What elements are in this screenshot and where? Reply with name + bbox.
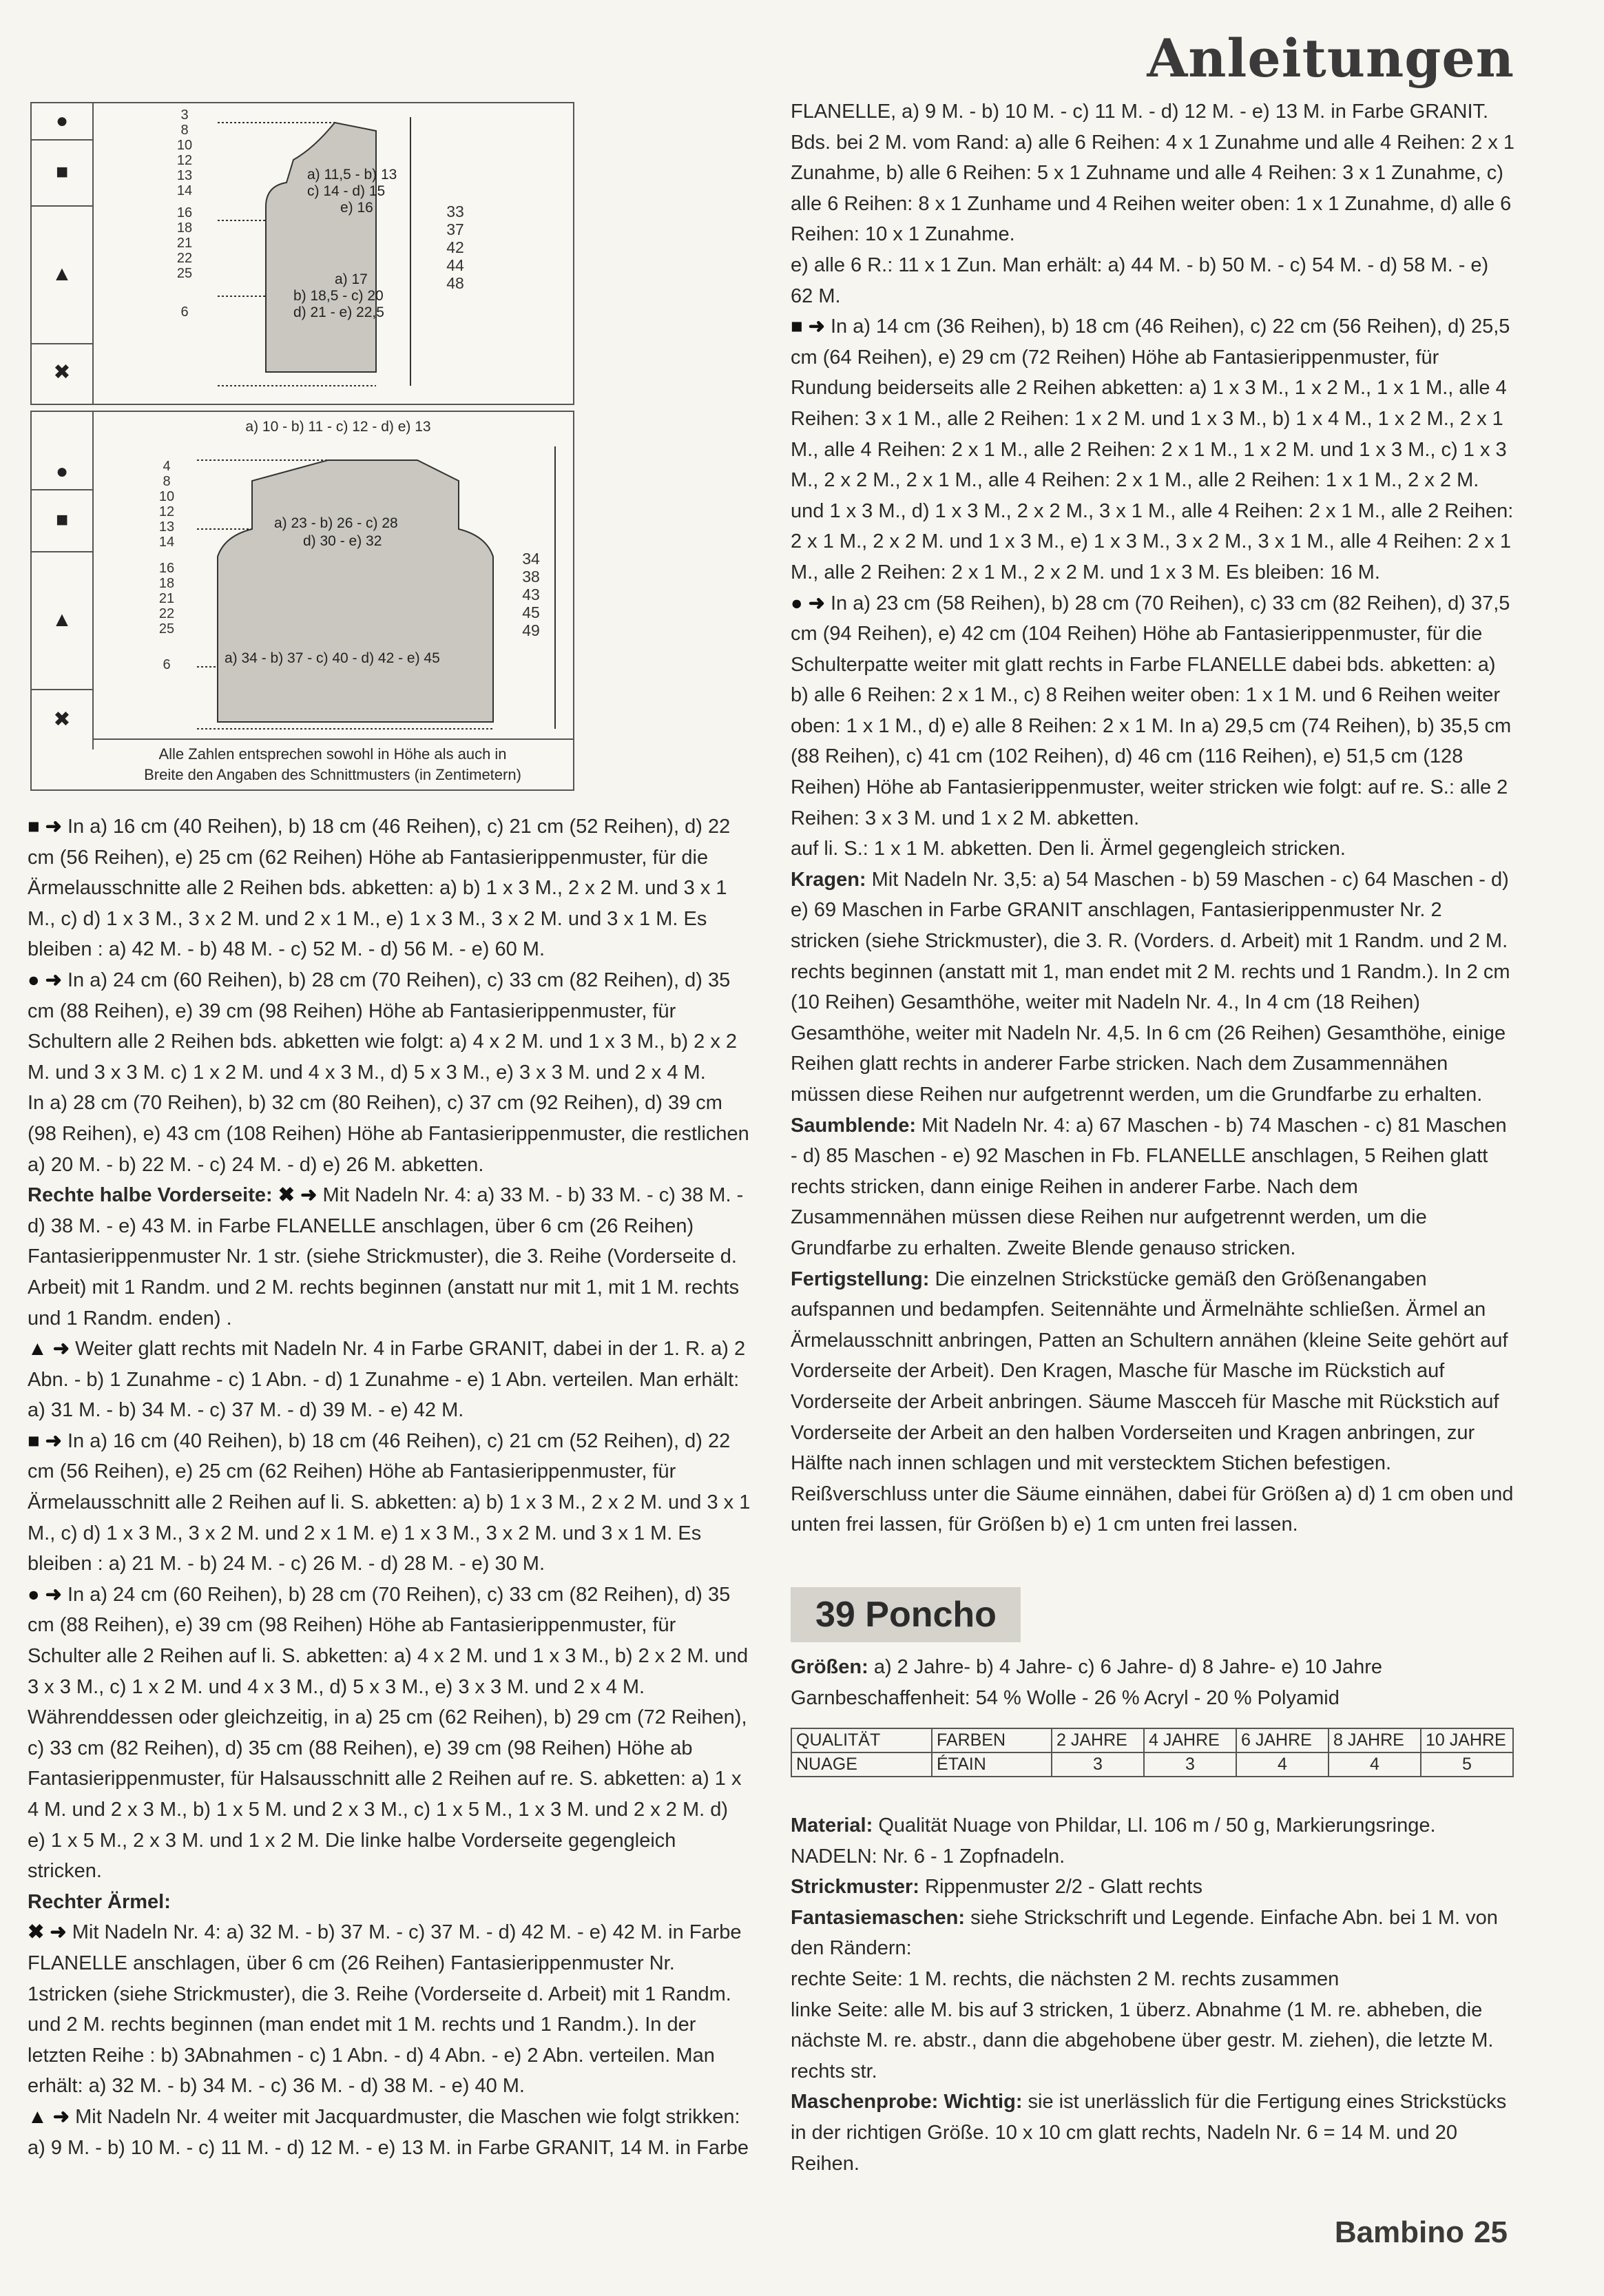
arrow-icon: ➜ xyxy=(808,592,825,614)
yarn-table xyxy=(791,1728,1514,1777)
cross-icon: ✖ xyxy=(278,1184,295,1207)
row-num: 22 xyxy=(176,251,193,266)
section-header: Anleitungen xyxy=(1147,28,1514,89)
poncho-title: 39 Poncho xyxy=(791,1587,1021,1642)
heading: Fertigstellung: xyxy=(791,1268,930,1290)
caption-line: Breite den Angaben des Schnittmusters (in Zentimetern) xyxy=(144,766,521,783)
text: Mit Nadeln Nr. 3,5: a) 54 Maschen - b) 59 Maschen - c) 64 Maschen - d) e) 69 Maschen in Farbe GRANIT anschlagen, Fantasierippenmuster Nr. 2 stricken (siehe Strickmuster), die 3. R. (Vorders. d. Arbeit) mit 1 Randm. und 2 M. rechts beginnen (anstatt mit 1, man endet mit 2 M. rechts und 1 Randm.). In 2 cm (10 Reihen) Gesamthöhe, weiter mit Nadeln Nr. 4., In 4 cm (18 Reihen) Gesamthöhe, weiter mit Nadeln Nr. 4,5. In 6 cm (26 Reihen) Gesamthöhe, einige Reihen glatt rechts in anderer Farbe stricken. Nach dem Zusammennähen müssen diese Reihen nur aufgetrennt werden, um die Grundfarbe zu erhalten. xyxy=(791,868,1510,1106)
paragraph: FLANELLE, a) 9 M. - b) 10 M. - c) 11 M. - d) 12 M. - e) 13 M. in Farbe GRANIT. xyxy=(791,101,1489,123)
square-icon: ■ xyxy=(791,316,803,338)
circle-icon: ● xyxy=(32,103,92,141)
paragraph: Garnbeschaffenheit: 54 % Wolle - 26 % Acryl - 20 % Polyamid xyxy=(791,1686,1340,1709)
cross-icon: ✖ xyxy=(28,1921,45,1944)
heading: Rechte halbe Vorderseite: xyxy=(28,1184,273,1207)
circle-icon: ● xyxy=(28,1583,40,1606)
row-num: 12 xyxy=(158,504,175,519)
right-column xyxy=(791,96,1515,1540)
table-cell: 10 JAHRE xyxy=(1421,1728,1513,1752)
circle-icon: ● xyxy=(32,455,92,490)
paragraph xyxy=(28,1180,751,1334)
row-num: 21 xyxy=(176,236,193,251)
symbol-column xyxy=(32,103,94,404)
heading: Strickmuster: xyxy=(791,1876,919,1899)
paragraph: a) 9 M. - b) 10 M. - c) 11 M. - d) 12 M. - e) 13 M. in Farbe GRANIT, 14 M. in Farbe xyxy=(28,2136,749,2159)
sleeve-top-measure: a) 10 - b) 11 - c) 12 - d) e) 13 xyxy=(245,419,431,435)
paragraph xyxy=(28,811,751,965)
text: In a) 23 cm (58 Reihen), b) 28 cm (70 Reihen), c) 33 cm (82 Reihen), d) 37,5 cm (94 Reihen), e) 42 cm (104 Reihen) Höhe ab Fantasierippenmuster, für die Schulterpatte weiter mit glatt rechts in Farbe FLANELLE dabei bds. abketten: a) b) alle 6 Reihen: 2 x 1 M., c) 8 Reihen weiter oben: 1 x 1 M. und 6 Reihen weiter oben: 1 x 1 M., d) e) alle 8 Reihen: 2 x 1 M. In a) 29,5 cm (74 Reihen), b) 35,5 cm (88 Reihen), c) 41 cm (102 Reihen), d) 46 cm (116 Reihen), e) 51,5 cm (128 Reihen) Höhe ab Fantasierippenmuster, weiter stricken wie folgt: auf re. S.: alle 2 Reihen: 3 x 3 M. und 1 x 2 M. abketten. xyxy=(791,592,1512,829)
paragraph: linke Seite: alle M. bis auf 3 stricken, 1 überz. Abnahme (1 M. re. abheben, die nächste M. re. abstr., dann die abgehobene über gestr. M. ziehen), die letzte M. rechts str. xyxy=(791,1998,1494,2082)
magazine-name: Bambino xyxy=(1334,2215,1465,2249)
row-num: 6 xyxy=(180,304,189,320)
row-num: 14 xyxy=(158,535,175,550)
triangle-icon: ▲ xyxy=(28,2105,48,2128)
height-num: 48 xyxy=(446,274,464,292)
row-num: 3 xyxy=(180,107,189,123)
paragraph xyxy=(791,1652,1515,1683)
paragraph: In a) 28 cm (70 Reihen), b) 32 cm (80 Reihen), c) 37 cm (92 Reihen), d) 39 cm (98 Reihen), e) 43 cm (108 Reihen) Höhe ab Fantasierippenmuster, die restlichen a) 20 M. - b) 22 M. - c) 24 M. - d) e) 26 M. abketten. xyxy=(28,1092,749,1176)
row-num: 16 xyxy=(158,561,175,576)
arrow-icon: ➜ xyxy=(50,1921,67,1944)
table-cell: 3 xyxy=(1052,1752,1144,1777)
neck-label-3: e) 16 xyxy=(340,200,373,216)
height-num: 45 xyxy=(522,603,540,621)
circle-icon: ● xyxy=(791,592,803,614)
sleeve-width-label-1: a) 23 - b) 26 - c) 28 xyxy=(274,515,398,531)
paragraph xyxy=(28,1580,751,1887)
cross-icon: ✖ xyxy=(53,360,71,384)
paragraph xyxy=(791,311,1515,588)
square-icon: ■ xyxy=(32,489,92,552)
circle-icon: ● xyxy=(28,969,40,991)
table-cell: 2 JAHRE xyxy=(1052,1728,1144,1752)
row-num: 13 xyxy=(176,168,193,183)
text: Mit Nadeln Nr. 4: a) 33 M. - b) 33 M. - c) 38 M. - d) 38 M. - e) 43 M. in Farbe FLANELLE anschlagen, über 6 cm (26 Reihen) Fantasierippenmuster Nr. 1 str. (siehe Strickmuster), die 3. Reihe (Vorderseite d. Arbeit) mit 1 Randm. und 2 M. rechts beginnen (anstatt nur mit 1, mit 1 M. rechts und 1 Randm. enden) . xyxy=(28,1184,744,1330)
schematic-front xyxy=(30,102,574,405)
arrow-icon: ➜ xyxy=(45,1429,62,1452)
row-num: 25 xyxy=(176,266,193,281)
row-num: 16 xyxy=(176,205,193,220)
paragraph xyxy=(791,1264,1515,1540)
width-label-2: b) 18,5 - c) 20 xyxy=(293,288,384,304)
row-num: 14 xyxy=(176,183,193,198)
width-label-1: a) 17 xyxy=(335,271,368,287)
front-shape xyxy=(204,110,431,400)
paragraph xyxy=(28,965,751,1088)
arrow-icon: ➜ xyxy=(45,816,62,838)
text: Weiter glatt rechts mit Nadeln Nr. 4 in Farbe GRANIT, dabei in der 1. R. a) 2 Abn. - b) 1 Zunahme - c) 1 Abn. - d) 1 Zunahme - e) 1 Abn. verteilen. Man erhält: a) 31 M. - b) 34 M. - c) 37 M. - d) 39 M. - e) 42 M. xyxy=(28,1338,746,1422)
text: In a) 16 cm (40 Reihen), b) 18 cm (46 Reihen), c) 21 cm (52 Reihen), d) 22 cm (56 Reihen), e) 25 cm (62 Reihen) Höhe ab Fantasierippenmuster, für die Ärmelausschnitte alle 2 Reihen bds. abketten: a) b) 1 x 3 M., 2 x 2 M. und 3 x 1 M., c) d) 1 x 3 M., 3 x 2 M. und 2 x 1 M., e) 1 x 3 M., 3 x 2 M. und 3 x 1 M. Es bleiben : a) 42 M. - b) 48 M. - c) 52 M. - d) 56 M. - e) 60 M. xyxy=(28,816,731,961)
heading: Größen: xyxy=(791,1656,868,1678)
table-header-row xyxy=(791,1728,1513,1752)
paragraph xyxy=(791,1810,1515,1872)
heading: Saumblende: xyxy=(791,1114,917,1137)
height-numbers xyxy=(514,550,548,639)
left-column xyxy=(28,811,751,2163)
paragraph xyxy=(28,1917,751,2102)
row-num: 13 xyxy=(158,519,175,535)
square-icon: ■ xyxy=(28,816,40,838)
arrow-icon: ➜ xyxy=(45,1583,62,1606)
neck-label-1: a) 11,5 - b) 13 xyxy=(307,167,397,183)
sleeve-width-label-2: d) 30 - e) 32 xyxy=(303,533,382,549)
height-num: 38 xyxy=(522,568,540,586)
text: Mit Nadeln Nr. 4: a) 67 Maschen - b) 74 Maschen - c) 81 Maschen - d) 85 Maschen - e) 92 Maschen in Fb. FLANELLE anschlagen, 5 Reihen glatt rechts stricken, dann einige Reihen in anderer Farbe. Nach dem Zusammennähen müssen diese Reihen nur aufgetrennt werden, um die Grundfarbe zu erhalten. Zweite Blende genauso stricken. xyxy=(791,1114,1507,1259)
row-num: 18 xyxy=(158,576,175,591)
neck-label-2: c) 14 - d) 15 xyxy=(307,183,386,199)
text: Mit Nadeln Nr. 4 weiter mit Jacquardmuster, die Maschen wie folgt strikken: xyxy=(75,2105,740,2128)
table-cell: 6 JAHRE xyxy=(1236,1728,1329,1752)
height-num: 34 xyxy=(522,550,540,568)
row-num: 25 xyxy=(158,621,175,637)
table-cell: QUALITÄT xyxy=(791,1728,932,1752)
height-num: 43 xyxy=(522,586,540,603)
text: a) 2 Jahre- b) 4 Jahre- c) 6 Jahre- d) 8 Jahre- e) 10 Jahre xyxy=(873,1656,1383,1678)
text: Mit Nadeln Nr. 4: a) 32 M. - b) 37 M. - c) 37 M. - d) 42 M. - e) 42 M. in Farbe FLANELLE anschlagen, über 6 cm (26 Reihen) Fantasierippenmuster Nr. 1stricken (siehe Strickmuster), die 3. Reihe (Vorderseite d. Arbeit) mit 1 Randm. und 2 M. rechts beginnen (man endet mit 1 M. rechts und 1 Randm.). In der letzten Reihe : b) 3Abnahmen - c) 1 Abn. - d) 4 Abn. - e) 2 Abn. verteilen. Man erhält: a) 32 M. - b) 34 M. - c) 36 M. - d) 38 M. - e) 40 M. xyxy=(28,1921,742,2098)
table-cell: 4 xyxy=(1236,1752,1329,1777)
text: Die einzelnen Strickstücke gemäß den Größenangaben aufspannen und bedampfen. Seitennähte und Ärmelnähte schließen. Ärmel an Ärmelausschnitt anbringen, Patten an Schultern annähen (kleine Seite gehört auf Vorderseite der Arbeit). Den Kragen, Masche für Masche im Rückstich auf Vorderseite der Arbeit anbringen. Säume Mascceh für Masche mit Rückstich auf Vorderseite der Arbeit an den halben Vorderseiten und Kragen anbringen, zur Hälfte nach innen schlagen und mit verstecktem Stichen befestigen. Reißverschluss unter die Säume einnähen, dabei für Größen a) d) 1 cm oben und unten frei lassen, für Größen b) e) 1 cm unten frei lassen. xyxy=(791,1268,1514,1536)
symbol-column xyxy=(32,412,94,749)
sleeve-bottom-label: a) 34 - b) 37 - c) 40 - d) 42 - e) 45 xyxy=(225,650,440,666)
paragraph xyxy=(791,1903,1515,1964)
arrow-icon: ➜ xyxy=(52,1338,70,1361)
square-icon: ■ xyxy=(32,139,92,207)
text: In a) 16 cm (40 Reihen), b) 18 cm (46 Reihen), c) 21 cm (52 Reihen), d) 22 cm (56 Reihen), e) 25 cm (62 Reihen) Höhe ab Fantasierippenmuster, für Ärmelausschnitt alle 2 Reihen auf li. S. abketten: a) b) 1 x 3 M., 2 x 2 M. und 3 x 1 M., c) d) 1 x 3 M., 3 x 2 M. und 2 x 1 M. e) 1 x 3 M., 3 x 2 M. und 3 x 1 M. Es bleiben : a) 21 M. - b) 24 M. - c) 26 M. - d) 28 M. - e) 30 M. xyxy=(28,1429,751,1575)
triangle-icon: ▲ xyxy=(28,1338,48,1361)
paragraph: auf li. S.: 1 x 1 M. abketten. Den li. Ärmel gegengleich stricken. xyxy=(791,838,1346,860)
height-num: 37 xyxy=(446,220,464,238)
cross-icon: ✖ xyxy=(53,707,71,731)
paragraph xyxy=(791,1110,1515,1264)
paragraph xyxy=(28,1334,751,1426)
text: Rippenmuster 2/2 - Glatt rechts xyxy=(925,1876,1202,1899)
heading: Rechter Ärmel: xyxy=(28,1890,171,1913)
paragraph xyxy=(28,1426,751,1580)
triangle-icon: ▲ xyxy=(32,205,92,344)
text: siehe Strickschrift und Legende. Einfache Abn. bei 1 M. von den Rändern: xyxy=(791,1906,1498,1960)
paragraph: rechte Seite: 1 M. rechts, die nächsten 2 M. rechts zusammen xyxy=(791,1967,1340,1990)
text: Qualität Nuage von Phildar, Ll. 106 m / 50 g, Markierungsringe. NADELN: Nr. 6 - 1 Zopfnadeln. xyxy=(791,1814,1436,1868)
row-num: 10 xyxy=(176,138,193,153)
schematic-caption xyxy=(92,738,573,789)
paragraph xyxy=(791,1872,1515,1903)
table-cell: 3 xyxy=(1144,1752,1236,1777)
row-num: 8 xyxy=(163,474,171,489)
caption-line: Alle Zahlen entsprechen sowohl in Höhe als auch in xyxy=(158,745,507,763)
left-row-numbers xyxy=(153,459,180,672)
page-footer xyxy=(1325,2215,1508,2250)
height-num: 49 xyxy=(522,621,540,639)
table-row xyxy=(791,1752,1513,1777)
square-icon: ■ xyxy=(28,1429,40,1452)
row-num: 8 xyxy=(180,123,189,138)
paragraph xyxy=(28,2102,751,2133)
poncho-intro xyxy=(791,1652,1515,1713)
row-num: 22 xyxy=(158,606,175,621)
height-numbers xyxy=(438,203,472,292)
heading: Material: xyxy=(791,1814,873,1837)
schematic-sleeve xyxy=(30,411,574,791)
paragraph: Bds. bei 2 M. vom Rand: a) alle 6 Reihen: 4 x 1 Zunahme und alle 4 Reihen: 2 x 1 Zunahme, b) alle 6 Reihen: 5 x 1 Zuhname und alle 4 Reihen: 3 x 1 Zunahme, c) alle 6 Reihen: 8 x 1 Zunhame und 4 Reihen weiter oben: 1 x 1 Zunahme, d) alle 6 Reihen: 10 x 1 Zunahme. xyxy=(791,131,1515,246)
row-num: 6 xyxy=(163,657,171,672)
left-row-numbers xyxy=(171,107,198,320)
text: In a) 24 cm (60 Reihen), b) 28 cm (70 Reihen), c) 33 cm (82 Reihen), d) 35 cm (88 Reihen), e) 39 cm (98 Reihen) Höhe ab Fantasierippenmuster, für Schultern alle 2 Reihen bds. abketten wie folgt: a) 4 x 2 M. und 1 x 3 M., b) 2 x 2 M. und 3 x 3 M. c) 1 x 2 M. und 4 x 3 M., d) 5 x 3 M., e) 3 x 3 M. und 2 x 4 M. xyxy=(28,969,738,1084)
text: In a) 14 cm (36 Reihen), b) 18 cm (46 Reihen), c) 22 cm (56 Reihen), d) 25,5 cm (64 Reihen), e) 29 cm (72 Reihen) Höhe ab Fantasierippenmuster, für Rundung beiderseits alle 2 Reihen abketten: a) 1 x 3 M., 1 x 2 M., 1 x 1 M., alle 4 Reihen: 3 x 1 M., alle 2 Reihen: 1 x 2 M. und 1 x 3 M., b) 1 x 4 M., 1 x 2 M., 2 x 1 M., alle 4 Reihen: 2 x 1 M., alle 2 Reihen: 2 x 1 M., 1 x 2 M. und 1 x 3 M., c) 1 x 3 M., 2 x 2 M., 2 x 1 M., alle 4 Reihen: 2 x 1 M., alle 2 Reihen: 1 x 1 M., 2 x 2 M. und 1 x 3 M., d) 1 x 3 M., 2 x 2 M., 3 x 1 M., alle 4 Reihen: 2 x 1 M., alle 2 Reihen: 2 x 1 M., 2 x 2 M. und 1 x 3 M., e) 1 x 3 M., 3 x 2 M., 3 x 1 M., alle 4 Reihen: 2 x 1 M., alle 2 Reihen: 2 x 1 M., 2 x 2 M. und 1 x 3 M. Es bleiben: 16 M. xyxy=(791,316,1514,583)
paragraph xyxy=(791,865,1515,1110)
height-num: 33 xyxy=(446,203,464,220)
paragraph xyxy=(791,588,1515,834)
table-cell: ÉTAIN xyxy=(932,1752,1052,1777)
row-num: 12 xyxy=(176,153,193,168)
height-num: 42 xyxy=(446,238,464,256)
heading: Maschenprobe: Wichtig: xyxy=(791,2091,1023,2113)
table-cell: 4 JAHRE xyxy=(1144,1728,1236,1752)
arrow-icon: ➜ xyxy=(808,316,825,338)
paragraph: e) alle 6 R.: 11 x 1 Zun. Man erhält: a) 44 M. - b) 50 M. - c) 54 M. - d) 58 M. - e) 62 M. xyxy=(791,254,1489,307)
table-cell: 5 xyxy=(1421,1752,1513,1777)
table-cell: NUAGE xyxy=(791,1752,932,1777)
heading: Fantasiemaschen: xyxy=(791,1906,966,1929)
heading: Kragen: xyxy=(791,868,866,891)
text: sie ist unerlässlich für die Fertigung eines Strickstücks in der richtigen Größe. 10 x 10 cm glatt rechts, Nadeln Nr. 6 = 14 M. und 20 Reihen. xyxy=(791,2091,1507,2175)
paragraph xyxy=(791,2087,1515,2179)
row-num: 10 xyxy=(158,489,175,504)
arrow-icon: ➜ xyxy=(300,1184,317,1207)
height-num: 44 xyxy=(446,256,464,274)
table-cell: 8 JAHRE xyxy=(1329,1728,1421,1752)
triangle-icon: ▲ xyxy=(32,551,92,690)
arrow-icon: ➜ xyxy=(45,969,62,991)
text: In a) 24 cm (60 Reihen), b) 28 cm (70 Reihen), c) 33 cm (82 Reihen), d) 35 cm (88 Reihen), e) 39 cm (98 Reihen) Höhe ab Fantasierippenmuster, für Schulter alle 2 Reihen auf li. S. abketten: a) 4 x 2 M. und 1 x 3 M., b) 2 x 2 M. und 3 x 3 M., c) 1 x 2 M. und 4 x 3 M., d) 5 x 3 M., e) 3 x 3 M. und 2 x 4 M. Währenddessen oder gleichzeitig, in a) 25 cm (62 Reihen), b) 29 cm (72 Reihen), c) 33 cm (82 Reihen), d) 35 cm (88 Reihen), e) 39 cm (98 Reihen) Höhe ab Fantasierippenmuster, für Halsausschnitt alle 2 Reihen auf re. S. abketten: a) 1 x 4 M. und 2 x 3 M., b) 1 x 5 M. und 2 x 3 M., c) 1 x 5 M., 1 x 3 M. und 2 x 2 M. d) e) 1 x 5 M., 2 x 3 M. und 1 x 2 M. Die linke halbe Vorderseite gegengleich stricken. xyxy=(28,1583,749,1883)
row-num: 4 xyxy=(163,459,171,474)
table-cell: FARBEN xyxy=(932,1728,1052,1752)
arrow-icon: ➜ xyxy=(52,2105,70,2128)
page-number: 25 xyxy=(1474,2215,1508,2249)
table-cell: 4 xyxy=(1329,1752,1421,1777)
width-label-3: d) 21 - e) 22,5 xyxy=(293,304,384,320)
poncho-details xyxy=(791,1810,1515,2179)
row-num: 18 xyxy=(176,220,193,236)
row-num: 21 xyxy=(158,591,175,606)
